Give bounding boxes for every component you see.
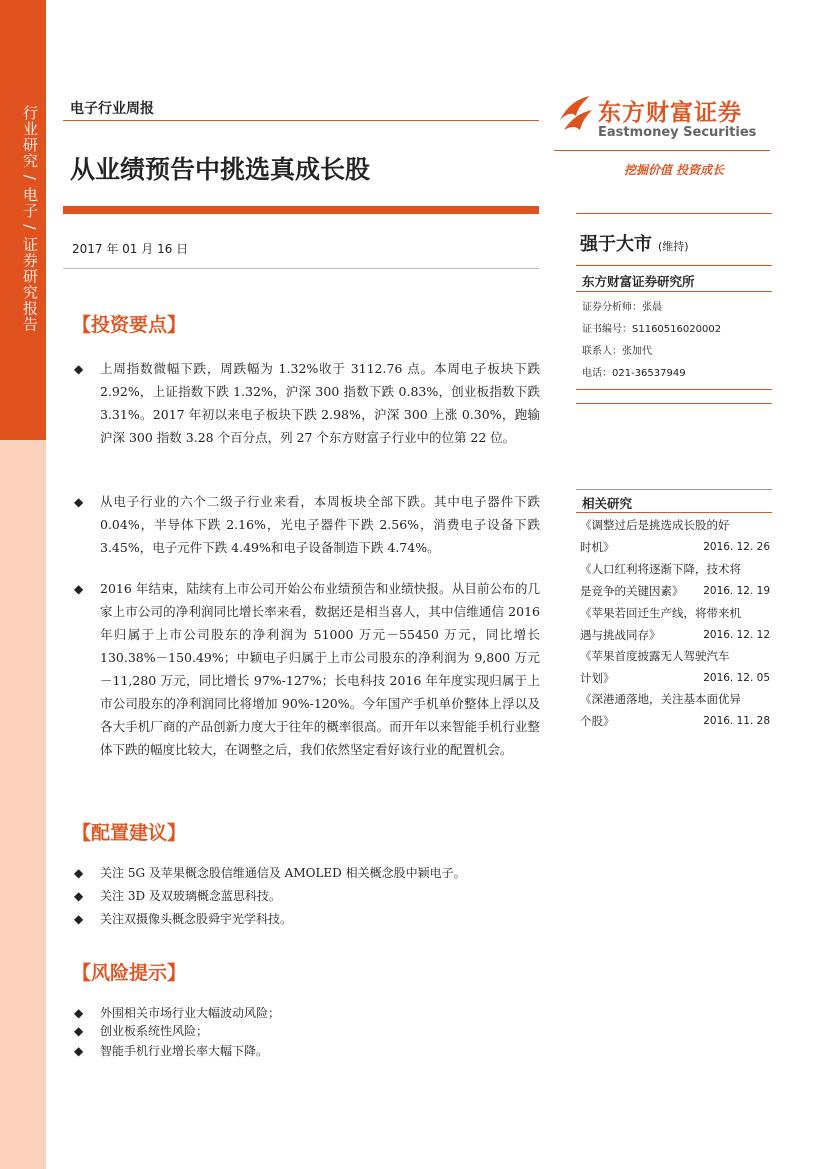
section-title-points: 【投资要点】 bbox=[72, 314, 187, 336]
related-item[interactable]: 《苹果首度披露无人驾驶汽车 计划》 2016. 12. 05 bbox=[580, 649, 770, 685]
info-divider-2 bbox=[576, 403, 772, 404]
diamond-bullet-icon: ◆ bbox=[74, 912, 84, 926]
related-item[interactable]: 《深港通落地，关注基本面优异 个股》 2016. 11. 28 bbox=[580, 692, 770, 728]
diamond-bullet-icon: ◆ bbox=[74, 582, 84, 596]
logo-divider bbox=[554, 150, 770, 151]
related-title: 相关研究 bbox=[582, 496, 633, 511]
rating-divider bbox=[576, 265, 772, 266]
risk-item: ◆ 外围相关市场行业大幅波动风险； bbox=[74, 1002, 544, 1025]
page-title: 从业绩预告中挑选真成长股 bbox=[70, 155, 371, 184]
related-item[interactable]: 《苹果若回迁生产线，将带来机 遇与挑战同存》 2016. 12. 12 bbox=[580, 606, 770, 642]
analyst: 证券分析师：张晨 bbox=[582, 302, 662, 313]
sidebar-label: 行业研究 / 电子 / 证券研究报告 bbox=[21, 105, 39, 333]
date-divider bbox=[63, 268, 539, 269]
phone: 电话：021-36537949 bbox=[582, 368, 686, 379]
rating: 强于大市 (维持) bbox=[580, 234, 689, 255]
related-item[interactable]: 《调整过后是挑选成长股的好 时机》 2016. 12. 26 bbox=[580, 518, 770, 554]
brand-slogan: 挖掘价值 投资成长 bbox=[624, 163, 725, 177]
header-divider bbox=[63, 120, 539, 121]
diamond-bullet-icon: ◆ bbox=[74, 1044, 84, 1058]
point-1: 上周指数微幅下跌，周跌幅为 1.32%收于 3112.76 点。本周电子板块下跌 2.92%，上证指数下跌 1.32%，沪深 300 指数下跌 0.83%，创业板指数下跌 3.31%。2017 年初以来电子板块下跌 2.98%，沪深 300 上涨 0.30%，跑输沪深 300 指数 3.28 个百分点，列 27 个东方财富子行业中的位第 22 位。 bbox=[100, 361, 540, 445]
diamond-bullet-icon: ◆ bbox=[74, 1006, 84, 1020]
brand-name-cn: 东方财富证券 bbox=[598, 100, 742, 126]
section-title-risk: 【风险提示】 bbox=[72, 962, 187, 984]
title-bar bbox=[63, 206, 539, 214]
point-3: 2016 年结束，陆续有上市公司开始公布业绩预告和业绩快报。从目前公布的几家上市公司的净利润同比增长率来看，数据还是相当喜人，其中信维通信 2016 年归属于上市公司股东的净利润为 51000 万元－55450 万元，同比增长 130.38%－150.49%；中颖电子归属于上市公司股东的净利润为 9,800 万元－11,280 万元，同比增长 97%-127%；长电科技 2016 年年度实现归属于上市公司股东的净利润同比将增加 90%-120%。今年国产手机单价整体上浮以及各大手机厂商的产品创新力度大于往年的概率很高。而开年以来智能手机行业整体下跌的幅度比较大，在调整之后，我们依然坚定看好该行业的配置机会。 bbox=[100, 581, 540, 757]
config-item: ◆ 关注 5G 及苹果概念股信维通信及 AMOLED 相关概念股中颖电子。 bbox=[74, 862, 544, 885]
diamond-bullet-icon: ◆ bbox=[74, 495, 84, 509]
diamond-bullet-icon: ◆ bbox=[74, 362, 84, 376]
brand-name-en: Eastmoney Securities bbox=[598, 125, 757, 140]
contact: 联系人：张加代 bbox=[582, 346, 652, 357]
institute-divider bbox=[576, 291, 772, 292]
risk-item: ◆ 智能手机行业增长率大幅下降。 bbox=[74, 1040, 544, 1063]
section-title-config: 【配置建议】 bbox=[72, 822, 187, 844]
config-item: ◆ 关注 3D 及双玻璃概念蓝思科技。 bbox=[74, 885, 544, 908]
report-date: 2017 年 01 月 16 日 bbox=[72, 242, 189, 256]
rating-top-divider bbox=[576, 213, 772, 214]
sidebar-band-light bbox=[0, 440, 46, 1169]
cert-number: 证书编号：S1160516020002 bbox=[582, 324, 722, 335]
related-top-divider bbox=[576, 489, 772, 490]
diamond-bullet-icon: ◆ bbox=[74, 1024, 84, 1038]
diamond-bullet-icon: ◆ bbox=[74, 866, 84, 880]
diamond-bullet-icon: ◆ bbox=[74, 889, 84, 903]
report-category: 电子行业周报 bbox=[70, 101, 154, 117]
risk-item: ◆ 创业板系统性风险； bbox=[74, 1020, 544, 1043]
company-logo-icon bbox=[556, 90, 596, 138]
institute-name: 东方财富证券研究所 bbox=[582, 274, 695, 289]
related-divider bbox=[576, 512, 772, 513]
related-item[interactable]: 《人口红利将逐渐下降，技术将 是竞争的关键因素》 2016. 12. 19 bbox=[580, 562, 770, 598]
point-2: 从电子行业的六个二级子行业来看，本周板块全部下跌。其中电子器件下跌 0.04%，半导体下跌 2.16%，光电子器件下跌 2.56%，消费电子设备下跌 3.45%，电子元件下跌 4.49%和电子设备制造下跌 4.74%。 bbox=[100, 494, 540, 555]
config-item: ◆ 关注双摄像头概念股舜宇光学科技。 bbox=[74, 908, 544, 931]
info-divider bbox=[576, 389, 772, 390]
